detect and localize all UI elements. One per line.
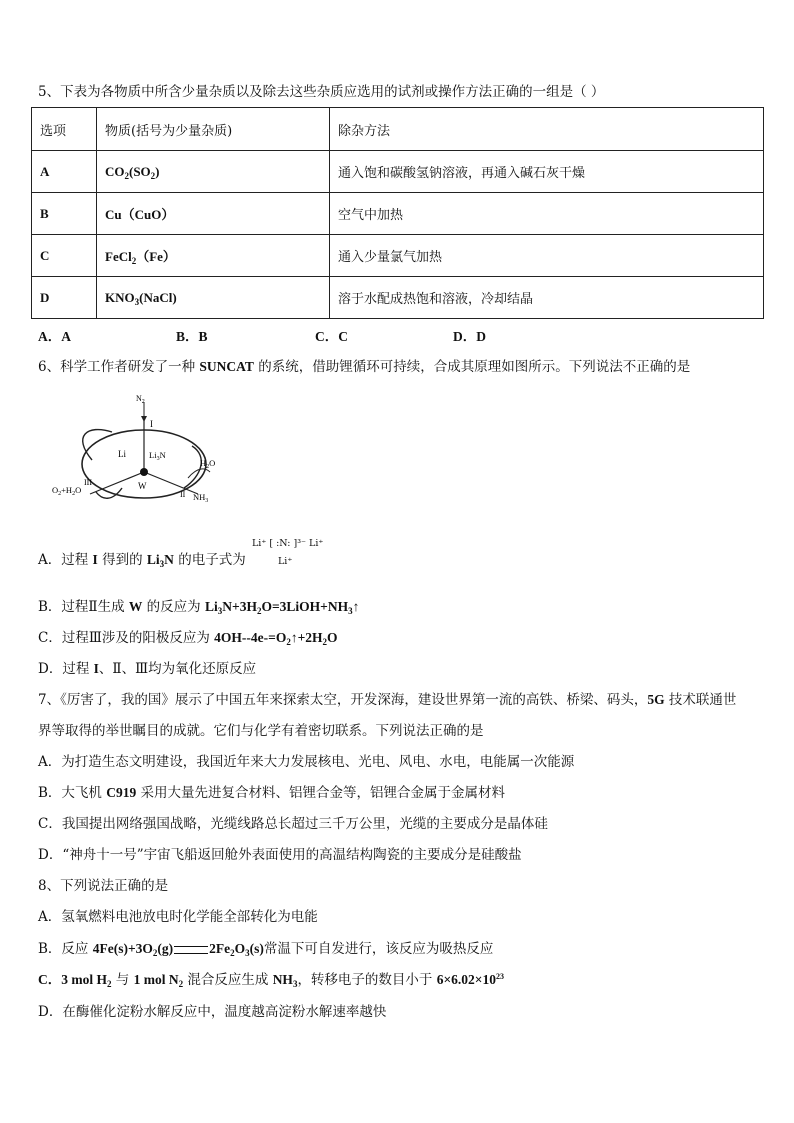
double-line-equals bbox=[174, 946, 208, 954]
q5-option-b[interactable]: B．B bbox=[176, 329, 208, 344]
lewis-top: Li⁺ [ :N: ]³⁻ Li⁺ bbox=[252, 538, 324, 549]
q6-option-b[interactable]: B．过程Ⅱ生成 W 的反应为 $Li_3N+3H_2O=3LiOH+NH_3↑$ bbox=[38, 599, 360, 616]
n2-label: $N_2$ bbox=[136, 394, 145, 405]
row-substance: FeCl$_2$（Fe） bbox=[97, 235, 330, 277]
q6-option-d[interactable]: D．过程 I、Ⅱ、Ⅲ均为氧化还原反应 bbox=[38, 661, 257, 677]
row-method: 通入饱和碳酸氢钠溶液，再通入碱石灰干燥 bbox=[330, 151, 764, 193]
row-method: 通入少量氯气加热 bbox=[330, 235, 764, 277]
q8-option-b[interactable]: B．反应 $4Fe(s)+3O_2(g)$ $2Fe_2O_3(s)$常温下可自发进行，该反应为吸热反应 bbox=[38, 941, 494, 958]
o2-h2o-label: $O_2+H_2O$ bbox=[52, 485, 82, 497]
q5-option-d[interactable]: D．D bbox=[453, 329, 486, 344]
q7-option-c[interactable]: C．我国提出网络强国战略，光缆线路总长超过三千万公里，光缆的主要成分是晶体硅 bbox=[38, 816, 548, 832]
row-method: 溶于水配成热饱和溶液，冷却结晶 bbox=[330, 277, 764, 319]
row-label: C bbox=[32, 235, 97, 277]
table-row bbox=[32, 193, 764, 235]
row-method: 空气中加热 bbox=[330, 193, 764, 235]
roman-3-label: III bbox=[84, 478, 92, 487]
q7-option-b[interactable]: B．大飞机 C919 采用大量先进复合材料、铝锂合金等，铝锂合金属于金属材料 bbox=[38, 785, 506, 801]
q6-option-c[interactable]: C．过程Ⅲ涉及的阳极反应为 $4OH--4e-=O_2↑+2H_2O$ bbox=[38, 630, 338, 647]
lewis-bottom: Li⁺ bbox=[278, 556, 293, 567]
q7-option-d[interactable]: D．“神舟十一号”宇宙飞船返回舱外表面使用的高温结构陶瓷的主要成分是硅酸盐 bbox=[38, 847, 522, 863]
q5-option-c[interactable]: C．C bbox=[315, 329, 348, 344]
q7-option-a[interactable]: A．为打造生态文明建设，我国近年来大力发展核电、光电、风电、水电，电能属一次能源 bbox=[38, 754, 575, 770]
q7-stem-line2: 界等取得的举世瞩目的成就。它们与化学有着密切联系。下列说法正确的是 bbox=[38, 723, 484, 739]
suncat-cycle-diagram bbox=[52, 396, 232, 510]
row-substance: $CO_2(SO_2)$ bbox=[97, 151, 330, 193]
table-row bbox=[32, 151, 764, 193]
table-row bbox=[32, 277, 764, 319]
nh3-label: $NH_3$ bbox=[193, 492, 209, 504]
q8-stem: 8、下列说法正确的是 bbox=[38, 878, 169, 894]
row-label: D bbox=[32, 277, 97, 319]
roman-2-label: II bbox=[180, 490, 186, 499]
w-label: W bbox=[138, 481, 147, 491]
q5-option-a[interactable]: A．A bbox=[38, 329, 71, 344]
row-substance: Cu（CuO） bbox=[97, 193, 330, 235]
table-row bbox=[32, 235, 764, 277]
q7-stem-line1: 7、《厉害了，我的国》展示了中国五年来探索太空，开发深海，建设世界第一流的高铁、桥梁、码头，5G 技术联通世 bbox=[38, 692, 737, 708]
header-substance: 物质(括号为少量杂质) bbox=[97, 108, 330, 151]
li3n-label: $Li_3N$ bbox=[149, 450, 166, 462]
roman-1-label: I bbox=[150, 419, 153, 429]
header-method: 除杂方法 bbox=[330, 108, 764, 151]
row-label: A bbox=[32, 151, 97, 193]
q5-stem: 5、下表为各物质中所含少量杂质以及除去这些杂质应选用的试剂或操作方法正确的一组是（ ） bbox=[38, 84, 605, 100]
q8-option-c[interactable]: C．3 mol $H_2$ 与 1 mol $N_2$ 混合反应生成 $NH_3$，转移电子的数目小于 $6\times 6.02\times 10^{23}$ bbox=[38, 972, 504, 989]
li3n-electron-formula bbox=[252, 538, 323, 568]
q8-option-a[interactable]: A．氢氧燃料电池放电时化学能全部转化为电能 bbox=[38, 909, 318, 925]
row-substance: $KNO_3(NaCl)$ bbox=[97, 277, 330, 319]
header-option: 选项 bbox=[32, 108, 97, 151]
q8-option-d[interactable]: D．在酶催化淀粉水解反应中，温度越高淀粉水解速率越快 bbox=[38, 1004, 387, 1020]
row-label: B bbox=[32, 193, 97, 235]
q6-option-a[interactable]: A．过程 I 得到的 $Li_3N$ 的电子式为 bbox=[38, 552, 246, 569]
table-header-row bbox=[32, 108, 764, 151]
h2o-label: $H_2O$ bbox=[200, 458, 216, 470]
q5-table bbox=[31, 107, 764, 319]
q6-stem: 6、科学工作者研发了一种 SUNCAT 的系统，借助锂循环可持续，合成其原理如图所示。下列说法不正确的是 bbox=[38, 359, 691, 375]
li-label: Li bbox=[118, 449, 126, 459]
